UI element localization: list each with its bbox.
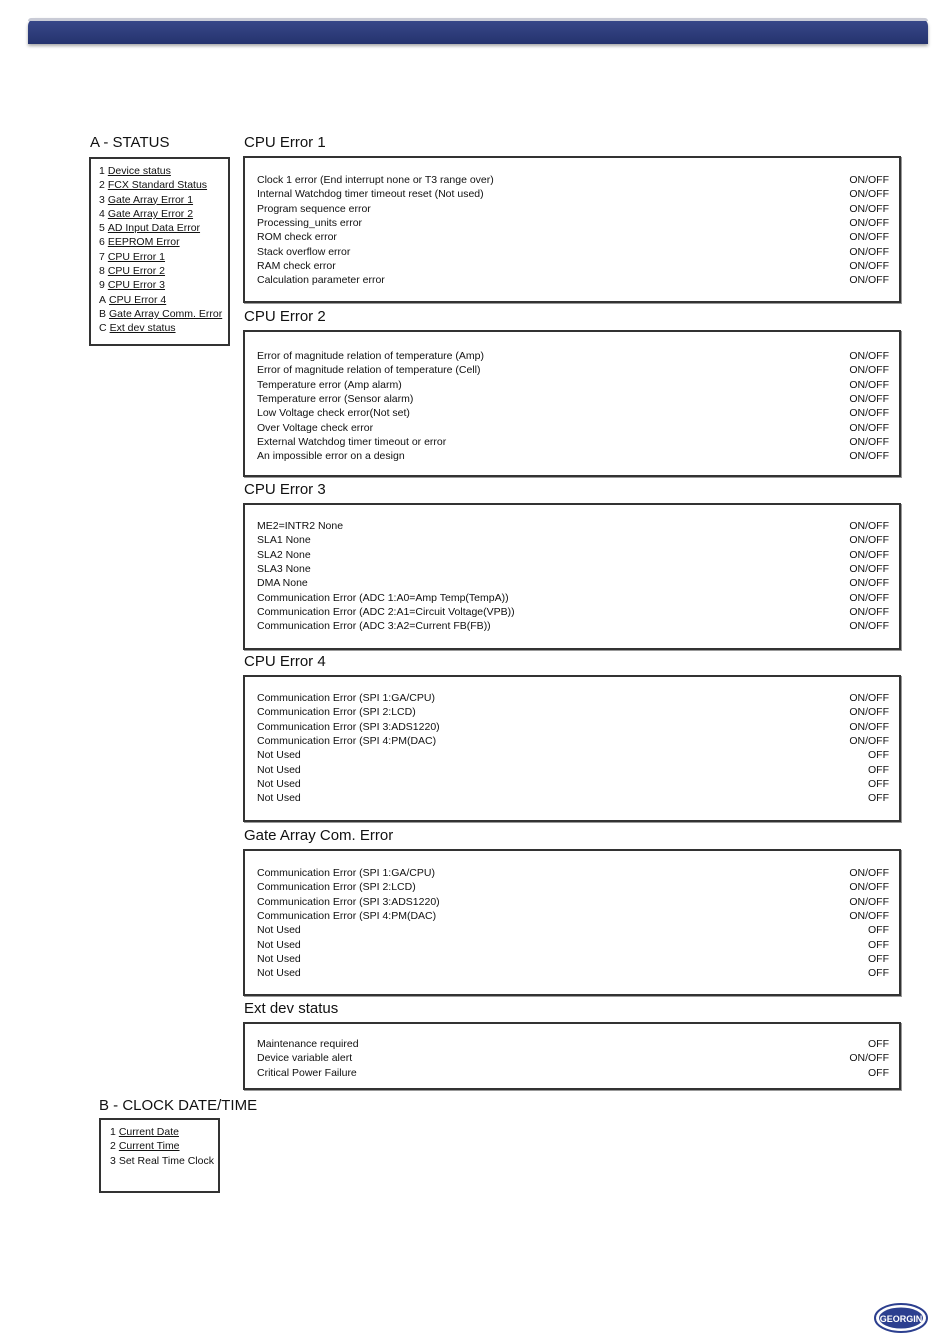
status-row — [257, 1051, 889, 1065]
status-row-name: Communication Error (SPI 4:PM(DAC) — [257, 909, 437, 922]
status-menu — [89, 157, 230, 346]
status-row-value: OFF — [868, 777, 889, 790]
status-row-value: ON/OFF — [849, 591, 889, 604]
status-row — [257, 619, 889, 633]
status-menu-item[interactable]: 6 EEPROM Error — [99, 236, 180, 249]
status-row — [257, 349, 889, 363]
status-row-value: ON/OFF — [849, 577, 889, 590]
status-row-name: Device variable alert — [257, 1052, 353, 1065]
status-row-name: Communication Error (SPI 3:ADS1220) — [257, 720, 440, 733]
clock-section-title: B - CLOCK DATE/TIME — [99, 1097, 258, 1114]
status-row — [257, 421, 889, 435]
status-row-name: Temperature error (Sensor alarm) — [257, 392, 414, 405]
status-row — [257, 880, 889, 894]
status-row-name: Communication Error (SPI 1:GA/CPU) — [257, 692, 435, 704]
status-section-title: A - STATUS — [90, 134, 170, 151]
status-row-name: Not Used — [257, 924, 301, 937]
status-row-name: Communication Error (SPI 2:LCD) — [257, 881, 416, 894]
group-panel-gate-array-com-error — [243, 849, 901, 996]
status-row — [257, 378, 889, 392]
status-row-name: Over Voltage check error — [257, 421, 374, 434]
group-title-cpu-error-3: CPU Error 3 — [244, 481, 326, 498]
status-row — [257, 406, 889, 420]
group-panel-ext-dev-status — [243, 1022, 901, 1090]
status-row-value: OFF — [868, 924, 889, 937]
group-title-cpu-error-1: CPU Error 1 — [244, 134, 326, 151]
status-row — [257, 705, 889, 719]
status-row-name: Communication Error (ADC 3:A2=Current FB(FB)) — [257, 620, 491, 633]
status-row-name: Communication Error (SPI 1:GA/CPU) — [257, 867, 435, 879]
status-row-value: ON/OFF — [849, 378, 889, 391]
status-row-value: ON/OFF — [849, 720, 889, 733]
status-row-name: DMA None — [257, 577, 308, 590]
status-row-value: ON/OFF — [849, 734, 889, 747]
clock-menu-item[interactable]: 1 Current Date — [110, 1126, 179, 1138]
status-menu-item[interactable]: 9 CPU Error 3 — [99, 279, 166, 292]
status-row-name: Critical Power Failure — [257, 1066, 357, 1079]
status-row — [257, 1037, 889, 1051]
status-row-value: ON/OFF — [849, 350, 889, 362]
status-row-value: ON/OFF — [849, 520, 889, 532]
status-row-value: ON/OFF — [849, 435, 889, 448]
status-row — [257, 866, 889, 880]
status-row — [257, 748, 889, 762]
status-menu-item[interactable]: A CPU Error 4 — [99, 293, 167, 306]
status-menu-item[interactable]: 2 FCX Standard Status — [99, 179, 208, 192]
status-row-value: ON/OFF — [849, 1052, 889, 1065]
status-row-value: OFF — [868, 792, 889, 805]
status-row-value: OFF — [868, 1038, 889, 1050]
status-row-value: OFF — [868, 938, 889, 951]
status-menu-item[interactable]: 5 AD Input Data Error — [99, 222, 201, 235]
status-row-value: ON/OFF — [849, 692, 889, 704]
status-row-value: ON/OFF — [849, 881, 889, 894]
status-row-name: SLA1 None — [257, 534, 311, 547]
status-row-name: SLA2 None — [257, 548, 311, 561]
group-panel-cpu-error-1 — [243, 156, 901, 303]
status-row-value: ON/OFF — [849, 562, 889, 575]
status-row — [257, 548, 889, 562]
status-row — [257, 562, 889, 576]
status-row-value: ON/OFF — [849, 259, 889, 272]
status-row-name: Calculation parameter error — [257, 274, 385, 287]
status-row — [257, 691, 889, 705]
status-row — [257, 791, 889, 805]
status-row-name: Not Used — [257, 777, 301, 790]
status-row-name: Communication Error (ADC 1:A0=Amp Temp(TempA)) — [257, 591, 509, 604]
status-row-name: Communication Error (ADC 2:A1=Circuit Voltage(VPB)) — [257, 605, 515, 618]
status-row-name: Not Used — [257, 763, 301, 776]
group-title-cpu-error-2: CPU Error 2 — [244, 308, 326, 325]
status-row — [257, 966, 889, 980]
status-row-name: RAM check error — [257, 259, 336, 272]
status-row-value: ON/OFF — [849, 174, 889, 186]
status-row-value: ON/OFF — [849, 188, 889, 201]
status-row-value: ON/OFF — [849, 392, 889, 405]
status-row-name: Temperature error (Amp alarm) — [257, 378, 402, 391]
status-row — [257, 952, 889, 966]
status-row-value: ON/OFF — [849, 867, 889, 879]
status-row-name: Not Used — [257, 792, 301, 805]
status-row-name: Internal Watchdog timer timeout reset (Not used) — [257, 188, 484, 201]
group-panel-cpu-error-4 — [243, 675, 901, 822]
status-row — [257, 591, 889, 605]
status-row — [257, 895, 889, 909]
status-row — [257, 734, 889, 748]
status-row-name: Communication Error (SPI 3:ADS1220) — [257, 895, 440, 908]
clock-menu — [99, 1118, 220, 1193]
status-row-name: Stack overflow error — [257, 245, 351, 258]
status-row-name: An impossible error on a design — [257, 450, 405, 463]
group-title-gate-array-com-error: Gate Array Com. Error — [244, 827, 394, 844]
status-row — [257, 519, 889, 533]
logo-text: GEORGIN — [879, 1314, 923, 1324]
status-row — [257, 230, 889, 244]
status-row-value: ON/OFF — [849, 231, 889, 244]
status-row — [257, 259, 889, 273]
header-bar — [28, 18, 928, 44]
status-row-name: Error of magnitude relation of temperature (Cell) — [257, 364, 481, 377]
status-row — [257, 202, 889, 216]
georgin-logo — [874, 1303, 928, 1333]
status-row — [257, 449, 889, 463]
status-row — [257, 245, 889, 259]
status-row-value: ON/OFF — [849, 216, 889, 229]
status-row-value: ON/OFF — [849, 245, 889, 258]
status-menu-item[interactable]: 3 Gate Array Error 1 — [99, 193, 194, 206]
status-row — [257, 1066, 889, 1080]
status-menu-item[interactable]: 8 CPU Error 2 — [99, 265, 166, 278]
status-row-name: Not Used — [257, 967, 301, 980]
status-row — [257, 605, 889, 619]
status-menu-item[interactable]: B Gate Array Comm. Error — [99, 307, 223, 320]
status-row-value: ON/OFF — [849, 605, 889, 618]
status-row-name: Not Used — [257, 749, 301, 762]
group-title-cpu-error-4: CPU Error 4 — [244, 653, 326, 670]
status-row — [257, 363, 889, 377]
status-row-value: ON/OFF — [849, 895, 889, 908]
status-row — [257, 187, 889, 201]
status-row-value: ON/OFF — [849, 364, 889, 377]
status-row-name: Communication Error (SPI 2:LCD) — [257, 706, 416, 719]
status-row-value: OFF — [868, 952, 889, 965]
status-row-value: ON/OFF — [849, 534, 889, 547]
status-row-value: ON/OFF — [849, 909, 889, 922]
status-row-value: ON/OFF — [849, 620, 889, 633]
status-row-name: Processing_units error — [257, 216, 363, 229]
status-row — [257, 763, 889, 777]
status-row — [257, 392, 889, 406]
status-row — [257, 720, 889, 734]
status-row-name: Error of magnitude relation of temperature (Amp) — [257, 350, 485, 362]
status-row — [257, 576, 889, 590]
status-row-value: ON/OFF — [849, 407, 889, 420]
status-row-value: OFF — [868, 967, 889, 980]
status-row — [257, 909, 889, 923]
status-row — [257, 533, 889, 547]
status-row-name: ME2=INTR2 None — [257, 520, 344, 532]
status-row-name: Maintenance required — [257, 1038, 359, 1050]
status-menu-item[interactable]: C Ext dev status — [99, 322, 176, 335]
status-row — [257, 216, 889, 230]
status-menu-item[interactable]: 7 CPU Error 1 — [99, 250, 166, 263]
group-panel-cpu-error-2 — [243, 330, 901, 477]
status-row — [257, 938, 889, 952]
status-row-name: Not Used — [257, 938, 301, 951]
status-row — [257, 173, 889, 187]
status-row-value: ON/OFF — [849, 421, 889, 434]
status-row-value: ON/OFF — [849, 202, 889, 215]
group-panel-cpu-error-3 — [243, 503, 901, 650]
status-row-value: OFF — [868, 763, 889, 776]
group-title-ext-dev-status: Ext dev status — [244, 1000, 339, 1017]
status-row-name: ROM check error — [257, 231, 337, 244]
status-row-name: External Watchdog timer timeout or error — [257, 435, 447, 448]
status-menu-item[interactable]: 1 Device status — [99, 165, 171, 177]
status-row — [257, 273, 889, 287]
status-row-value: OFF — [868, 749, 889, 762]
status-row-name: Clock 1 error (End interrupt none or T3 range over) — [257, 174, 494, 186]
status-row-name: SLA3 None — [257, 562, 311, 575]
status-row-value: ON/OFF — [849, 450, 889, 463]
status-row — [257, 923, 889, 937]
clock-menu-item[interactable]: 3 Set Real Time Clock — [110, 1154, 214, 1167]
status-row-value: ON/OFF — [849, 274, 889, 287]
status-row — [257, 777, 889, 791]
status-menu-item[interactable]: 4 Gate Array Error 2 — [99, 207, 194, 220]
status-row-value: OFF — [868, 1066, 889, 1079]
status-row-name: Communication Error (SPI 4:PM(DAC) — [257, 734, 437, 747]
status-row — [257, 435, 889, 449]
clock-menu-item[interactable]: 2 Current Time — [110, 1140, 180, 1153]
status-row-name: Not Used — [257, 952, 301, 965]
status-row-name: Program sequence error — [257, 202, 371, 215]
status-row-name: Low Voltage check error(Not set) — [257, 407, 410, 420]
status-row-value: ON/OFF — [849, 548, 889, 561]
status-row-value: ON/OFF — [849, 706, 889, 719]
